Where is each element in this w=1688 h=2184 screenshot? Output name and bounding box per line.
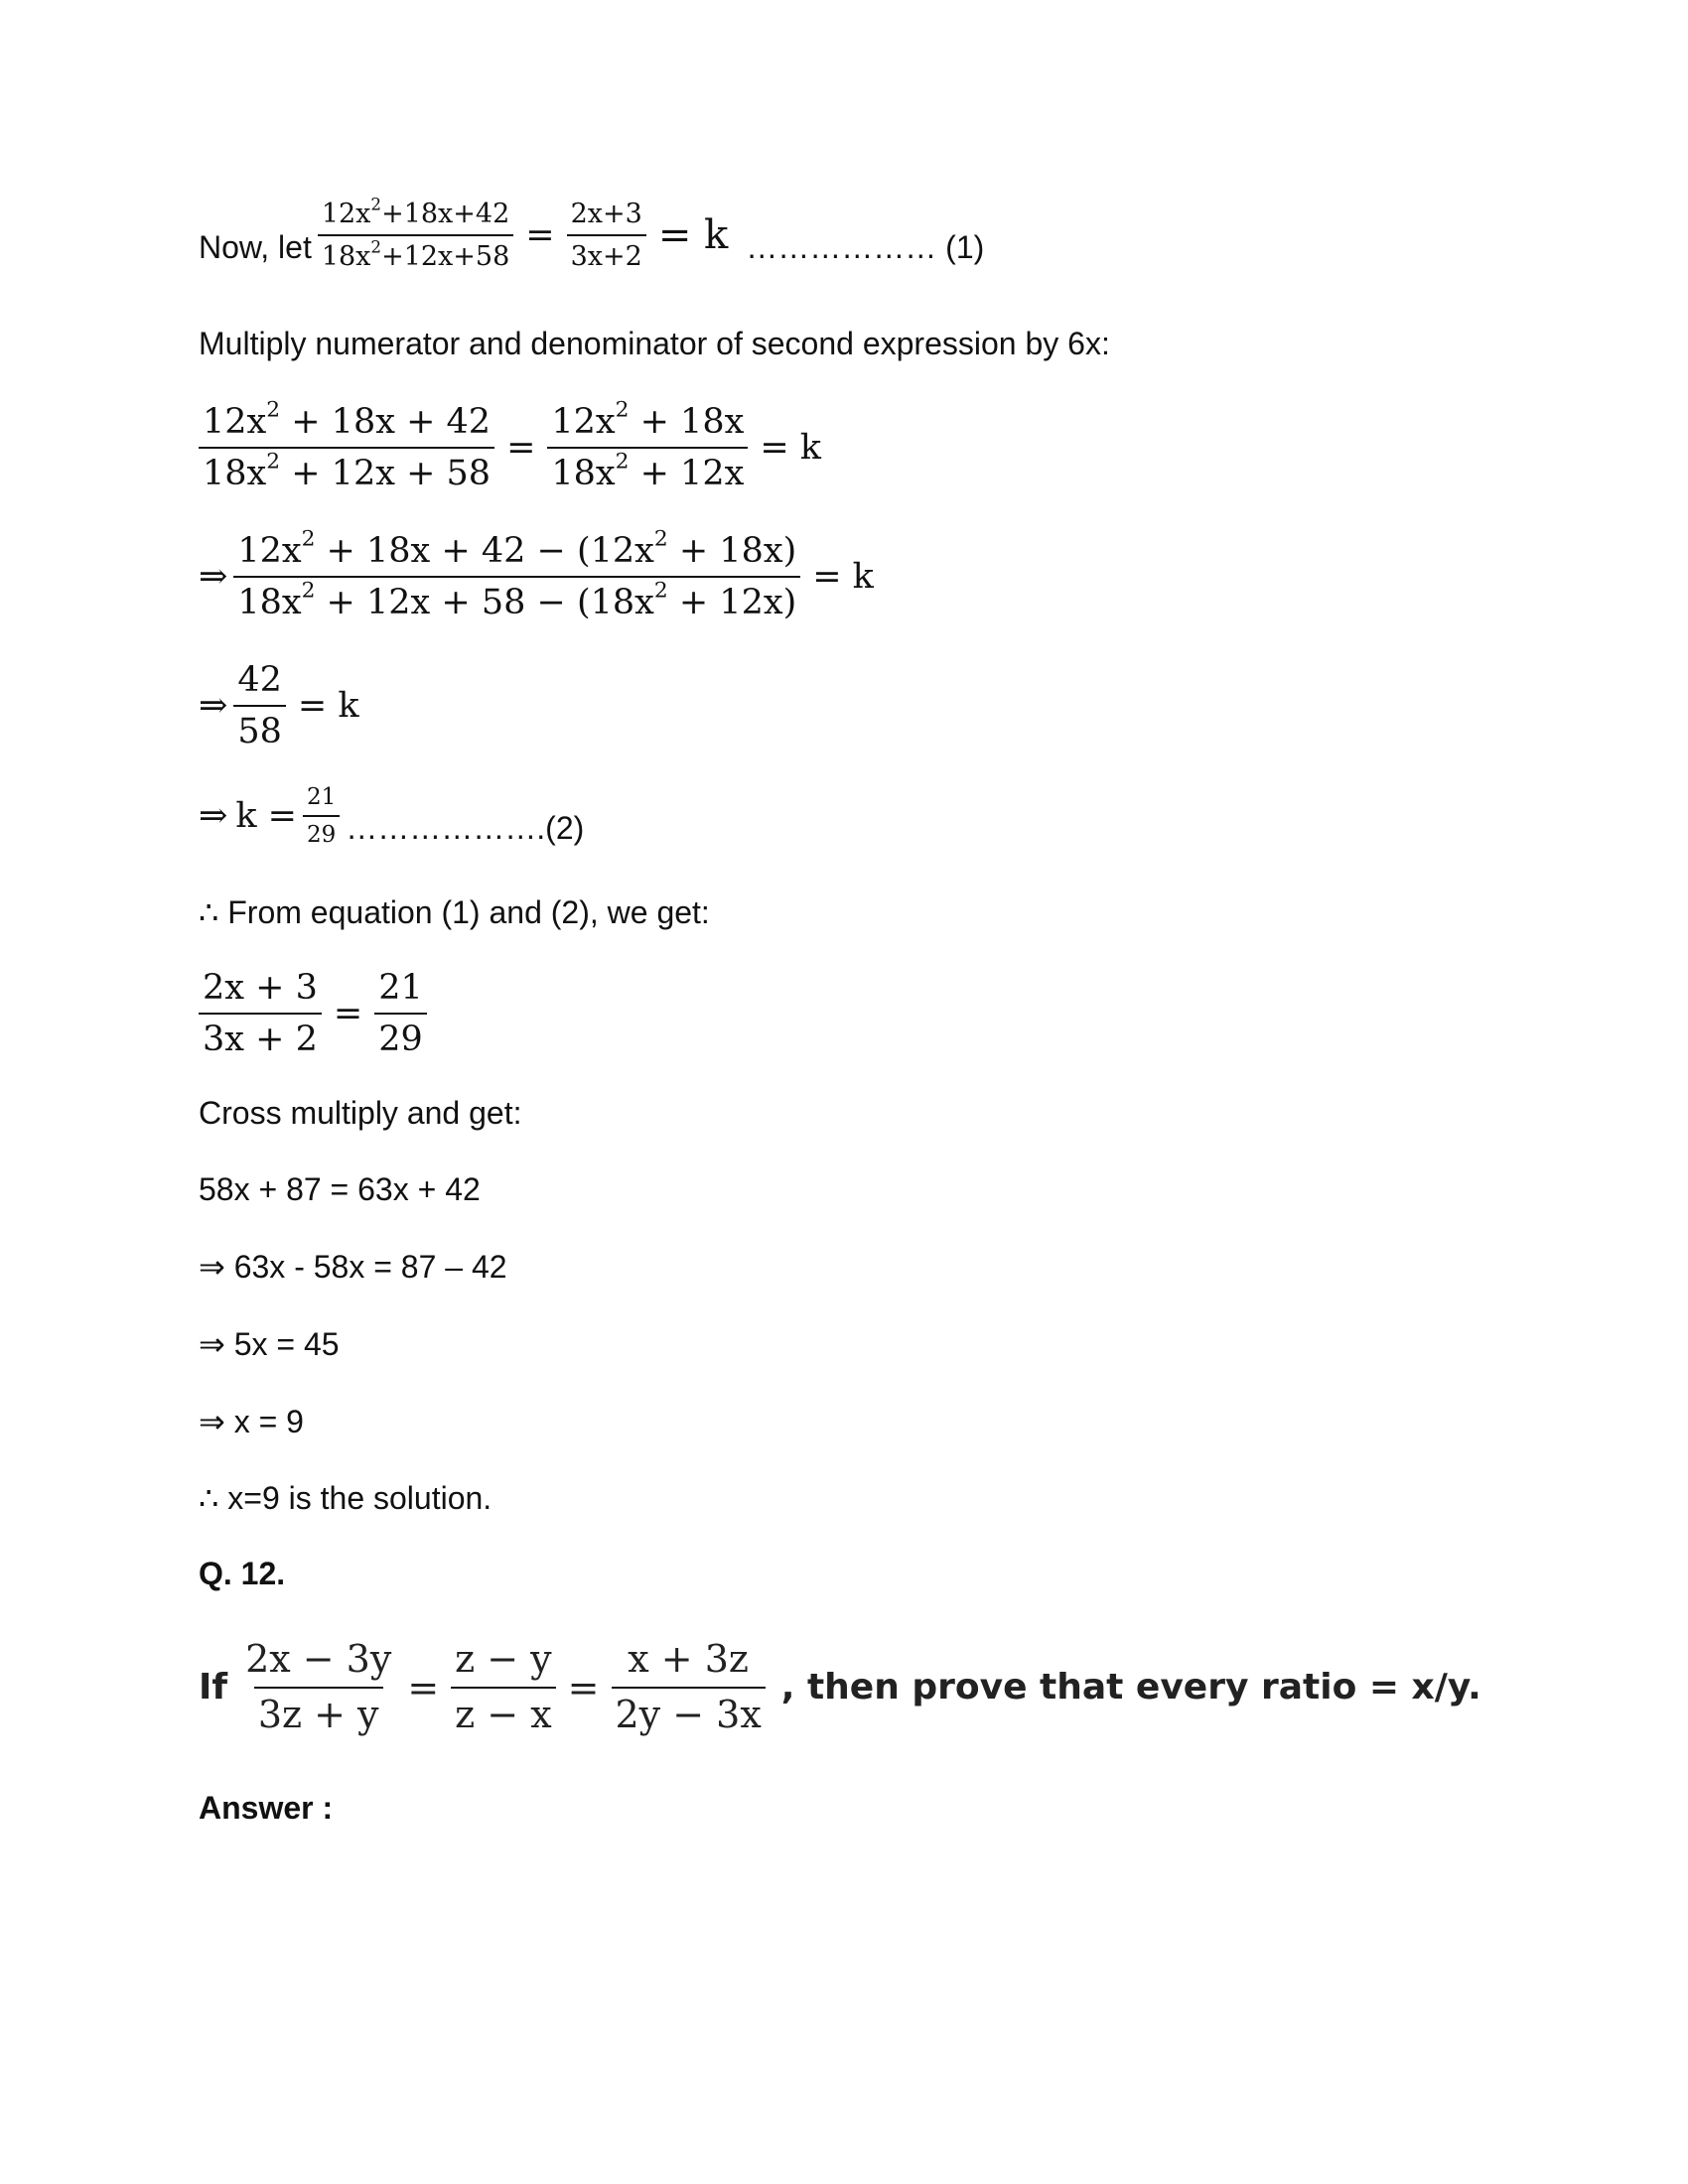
equation-5: [199, 784, 584, 849]
eq1-tag: ……………… (1): [746, 229, 985, 266]
q12-fraction-1: $\frac{2x - 3y}{3z + y}$: [245, 1637, 392, 1736]
eq3-fraction: $\frac{12x^2 + 18x + 42 - (12x^2 + 18x)}{18x^2 + 12x + 58 - (18x^2 + 12x)}$: [233, 531, 800, 623]
eq1-fraction-1: $\frac{12x^2+18x+42}{18x^2+12x+58}$: [318, 199, 513, 272]
eq6-fraction-1: $\frac{2x + 3}{3x + 2}$: [199, 968, 322, 1060]
cross-text: Cross multiply and get:: [199, 1095, 522, 1131]
equation-1: [199, 194, 985, 273]
eq2-rhs: = k: [760, 428, 822, 469]
q12-equals-1: =: [407, 1665, 440, 1709]
eq6-equals: =: [333, 994, 363, 1034]
eq4-rhs: = k: [297, 686, 359, 727]
eq1-fraction-2: $\frac{2x+3}{3x+2}$: [567, 199, 646, 272]
from-text: ∴ From equation (1) and (2), we get:: [199, 894, 710, 930]
solution-line-2: ⇒ 63x - 58x = 87 – 42: [199, 1249, 507, 1285]
eq3-rhs: = k: [812, 557, 874, 598]
q12-if: If: [199, 1667, 228, 1708]
question-12-label: Q. 12.: [199, 1556, 286, 1591]
eq6-fraction-2: $\frac{21}{29}$: [374, 968, 427, 1060]
q12-equals-2: =: [567, 1665, 600, 1709]
equation-6: [199, 968, 433, 1060]
step-text: Multiply numerator and denominator of second expression by 6x:: [199, 326, 1110, 361]
answer-label: Answer :: [199, 1790, 334, 1826]
eq4-fraction: $\frac{42}{58}$: [233, 660, 286, 752]
equation-4: [199, 660, 365, 752]
eq2-fraction-2: $\frac{12x^2 + 18x}{18x^2 + 12x}$: [547, 402, 748, 494]
solution-line-4: ⇒ x = 9: [199, 1404, 304, 1439]
eq1-rhs: = k: [657, 212, 729, 259]
eq5-tag: ……………….(2): [346, 809, 585, 846]
q12-fraction-3: $\frac{x + 3z}{2y - 3x}$: [612, 1638, 766, 1736]
eq2-equals: =: [506, 428, 536, 469]
equation-2: [199, 397, 827, 494]
equation-3: [199, 526, 880, 623]
eq1-equals: =: [525, 215, 555, 256]
eq5-implies: ⇒: [199, 796, 228, 837]
eq5-fraction: $\frac{21}{29}$: [303, 784, 340, 849]
eq5-lhs: k =: [235, 796, 297, 837]
eq3-implies: ⇒: [199, 557, 228, 598]
solution-line-5: ∴ x=9 is the solution.: [199, 1480, 492, 1516]
solution-line-3: ⇒ 5x = 45: [199, 1326, 340, 1362]
eq2-fraction-1: $\frac{12x^2 + 18x + 42}{18x^2 + 12x + 58}$: [199, 402, 494, 494]
q12-tail: , then prove that every ratio = x/y.: [780, 1667, 1481, 1708]
question-12-statement: [199, 1638, 1481, 1736]
eq4-implies: ⇒: [199, 686, 228, 727]
solution-line-1: 58x + 87 = 63x + 42: [199, 1171, 481, 1207]
eq1-prefix: Now, let: [199, 229, 312, 266]
q12-fraction-2: $\frac{z - y}{z - x}$: [451, 1638, 556, 1736]
